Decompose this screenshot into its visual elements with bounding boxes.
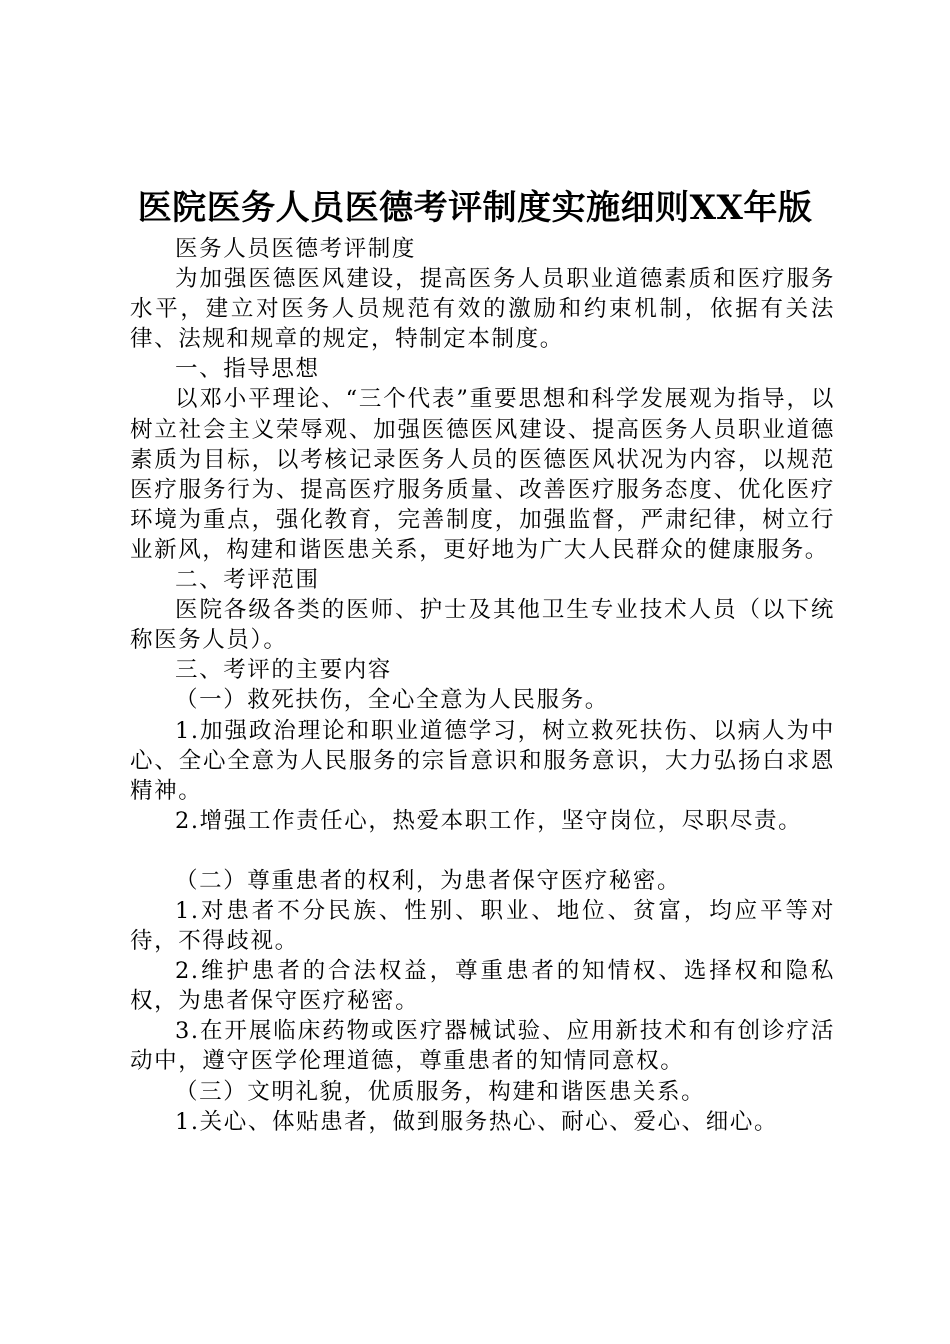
list-item: 1.关心、体贴患者，做到服务热心、耐心、爱心、细心。 bbox=[175, 1108, 779, 1135]
list-item: 3.在开展临床药物或医疗器械试验、应用新技术和有创诊疗活动中，遵守医学伦理道德，尊重患者的知情同意权。 bbox=[130, 1018, 835, 1075]
section-heading-main-content: 三、考评的主要内容 bbox=[175, 657, 392, 684]
document-body bbox=[130, 234, 835, 1137]
paragraph-intro: 为加强医德医风建设，提高医务人员职业道德素质和医疗服务水平，建立对医务人员规范有效的激励和约束机制，依据有关法律、法规和规章的规定，特制定本制度。 bbox=[130, 266, 835, 353]
list-item: 1.对患者不分民族、性别、职业、地位、贫富，均应平等对待，不得歧视。 bbox=[130, 897, 835, 955]
subsection-heading-3: （三）文明礼貌，优质服务，构建和谐医患关系。 bbox=[175, 1078, 706, 1105]
paragraph-guiding-thought: 以邓小平理论、“三个代表”重要思想和科学发展观为指导，以树立社会主义荣辱观、加强医德医风建设、提高医务人员职业道德素质为目标，以考核记录医务人员的医德医风状况为内容，以规范医疗服务行为、提高医疗服务质量、改善医疗服务态度、优化医疗环境为重点，强化教育，完善制度，加强监督，严肃纪律，树立行业新风，构建和谐医患关系，更好地为广大人民群众的健康服务。 bbox=[130, 386, 835, 563]
paragraph-scope: 医院各级各类的医师、护士及其他卫生专业技术人员（以下统称医务人员）。 bbox=[130, 597, 835, 654]
paragraph-subtitle: 医务人员医德考评制度 bbox=[175, 236, 417, 262]
subsection-heading-2: （二）尊重患者的权利，为患者保守医疗秘密。 bbox=[175, 867, 682, 894]
list-item: 1.加强政治理论和职业道德学习，树立救死扶伤、以病人为中心、全心全意为人民服务的宗旨意识和服务意识，大力弘扬白求恩精神。 bbox=[130, 717, 835, 804]
section-heading-scope: 二、考评范围 bbox=[175, 567, 320, 594]
list-item: 2.增强工作责任心，热爱本职工作，坚守岗位，尽职尽责。 bbox=[175, 807, 803, 834]
section-heading-guiding-thought: 一、指导思想 bbox=[175, 356, 320, 383]
subsection-heading-1: （一）救死扶伤，全心全意为人民服务。 bbox=[175, 687, 609, 714]
document-title: 医院医务人员医德考评制度实施细则XX年版 bbox=[137, 188, 813, 228]
list-item: 2.维护患者的合法权益，尊重患者的知情权、选择权和隐私权，为患者保守医疗秘密。 bbox=[130, 958, 835, 1015]
